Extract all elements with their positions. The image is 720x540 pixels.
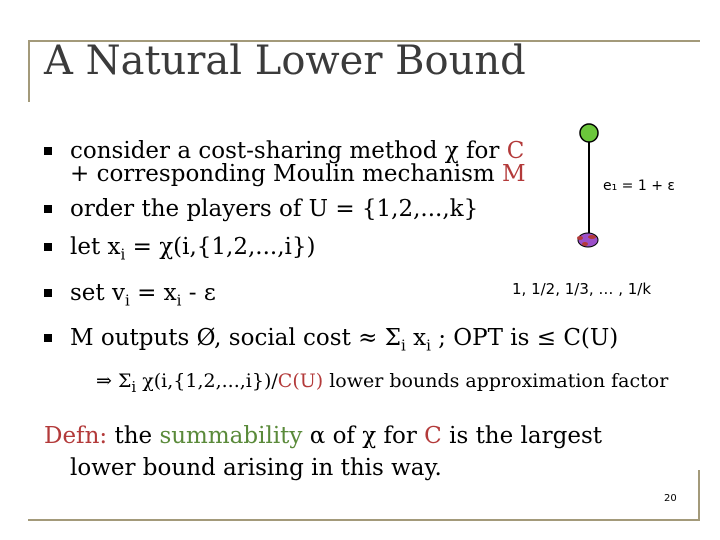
definition-line-1 xyxy=(44,420,602,452)
subscript: i xyxy=(400,336,406,355)
bullet-square-icon xyxy=(44,243,52,251)
implication-line xyxy=(96,370,668,396)
bullet-text: = χ(i,{1,2,...,i}) xyxy=(125,234,316,260)
bullet-square-icon xyxy=(44,334,52,342)
subscript: i xyxy=(124,291,130,310)
slide-title: A Natural Lower Bound xyxy=(44,38,526,84)
sum-symbol: Σ xyxy=(111,370,132,392)
frame-bottom-line xyxy=(28,519,700,521)
bullet-item xyxy=(44,319,618,365)
bullet-item xyxy=(44,228,618,274)
subscript: i xyxy=(426,336,431,355)
implication-text: lower bounds approximation factor xyxy=(323,370,669,392)
bullet-text: - ε xyxy=(181,279,216,306)
bullet-item xyxy=(44,190,618,228)
definition-line-2: lower bound arising in this way. xyxy=(70,455,442,481)
definition-text: the xyxy=(107,423,160,449)
definition-text: α of χ for xyxy=(302,423,425,449)
page-number: 20 xyxy=(664,493,677,504)
bullet-list xyxy=(44,132,618,365)
player-marker xyxy=(582,242,588,246)
subscript: i xyxy=(131,377,137,396)
bullet-text: M outputs Ø, social cost ≈ Σ xyxy=(70,325,401,352)
definition-label: Defn: xyxy=(44,423,108,449)
implies-arrow-icon: ⇒ xyxy=(96,370,112,392)
bullet-text: let x xyxy=(70,234,121,260)
definition-block xyxy=(44,420,602,484)
frame-right-line xyxy=(698,470,700,521)
bullet-text: ; OPT is ≤ C(U) xyxy=(430,325,619,352)
bullet-square-icon xyxy=(44,147,52,155)
summability-term: summability xyxy=(159,423,303,449)
bullet-text: consider a cost-sharing method χ for xyxy=(70,138,507,164)
continuation-text: + corresponding Moulin mechanism xyxy=(70,161,502,187)
frame-left-line xyxy=(28,40,30,102)
definition-text: is the largest xyxy=(441,423,602,449)
bullet-text: order the players of U = {1,2,...,k} xyxy=(70,196,479,222)
player-node xyxy=(578,233,598,247)
bullet-square-icon xyxy=(44,205,52,213)
mechanism-label: M xyxy=(502,161,526,187)
implication-text: χ(i,{1,2,...,i})/ xyxy=(136,370,278,392)
player-marker xyxy=(577,236,583,240)
bullet-square-icon xyxy=(44,289,52,297)
bullet-text: = x xyxy=(129,279,177,306)
player-marker xyxy=(588,235,596,239)
cost-of-u: C(U) xyxy=(277,370,324,392)
bullet-text: set v xyxy=(70,279,125,306)
bullet-text: x xyxy=(405,325,427,352)
bullet-item xyxy=(44,132,618,170)
cost-function-label: C xyxy=(424,423,442,449)
subscript: i xyxy=(120,245,126,264)
cost-shares-label: 1, 1/2, 1/3, … , 1/k xyxy=(512,280,652,298)
cost-function-label: C xyxy=(506,138,525,164)
subscript: i xyxy=(176,291,182,310)
edge-cost-label: e₁ = 1 + ε xyxy=(603,178,675,194)
root-node xyxy=(580,124,598,142)
